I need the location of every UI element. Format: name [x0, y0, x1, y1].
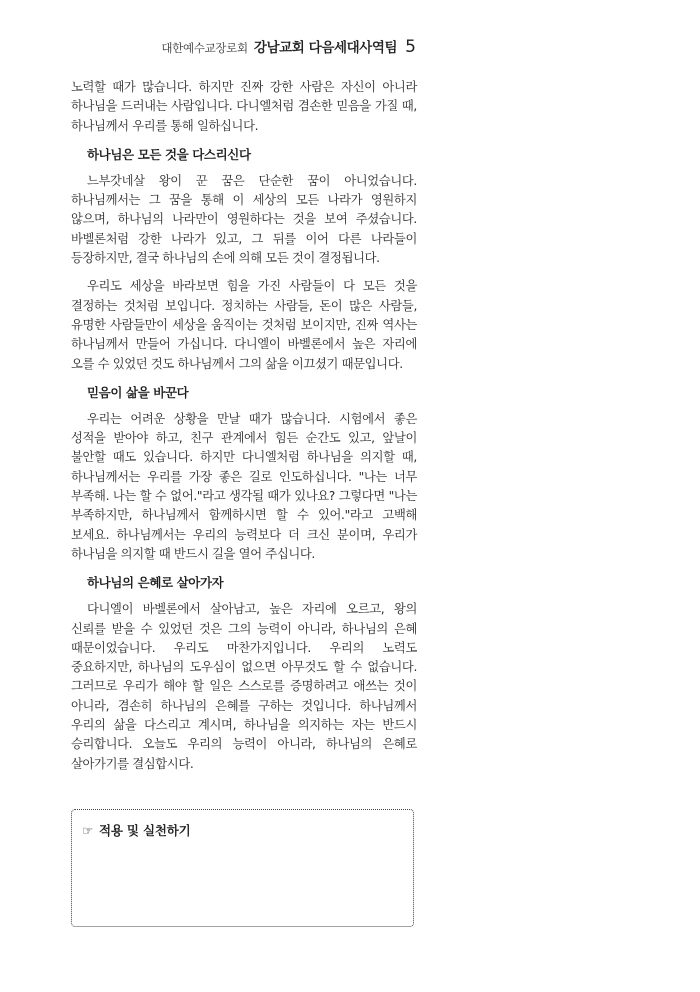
org-name: 대한예수교장로회 [161, 41, 248, 55]
running-header [161, 36, 416, 57]
section-heading: 하나님의 은혜로 살아가자 [87, 575, 224, 591]
intro-paragraph: 노력할 때가 많습니다. 하지만 진짜 강한 사람은 자신이 아니라 하나님을 드러내는 사람입니다. 다니엘처럼 겸손한 믿음을 가질 때, 하나님께서 우리를 통해 일하십니다. [71, 80, 417, 133]
section-heading: 하나님은 모든 것을 다스리신다 [87, 146, 251, 162]
body-paragraph: 우리는 어려운 상황을 만날 때가 많습니다. 시험에서 좋은 성적을 받아야 하고, 친구 관계에서 힘든 순간도 있고, 앞날이 불안할 때도 있습니다. 하지만 다니엘처럼 하나님을 의지할 때, 하나님께서는 우리를 가장 좋은 길로 인도하십니다. "나는 너무 부족해. 나는 할 수 없어."라고 생각될 때가 있나요? 그렇다면 "나는 부족하지만, 하나님께서 함께하시면 할 수 있어."라고 고백해 보세요. 하나님께서는 우리의 능력보다 더 크신 분이며, 우리가 하나님을 의지할 때 반드시 길을 열어 주십니다. [71, 411, 417, 561]
practice-title [82, 821, 190, 839]
body-paragraph: 우리도 세상을 바라보면 힘을 가진 사람들이 다 모든 것을 결정하는 것처럼 보입니다. 정치하는 사람들, 돈이 많은 사람들, 유명한 사람들만이 세상을 움직이는 것처럼 보이지만, 진짜 역사는 하나님께서 만들어 가십니다. 다니엘이 바벨론에서 높은 자리에 오를 수 있었던 것도 하나님께서 그의 삶을 이끄셨기 때문입니다. [71, 279, 417, 371]
practice-box [71, 809, 414, 927]
page-number: 5 [405, 37, 416, 57]
body-paragraph: 느부갓네살 왕이 꾼 꿈은 단순한 꿈이 아니었습니다. 하나님께서는 그 꿈을 통해 이 세상의 모든 나라가 영원하지 않으며, 하나님의 나라만이 영원하다는 것을 보여 주셨습니다. 바벨론처럼 강한 나라가 있고, 그 뒤를 이어 다른 나라들이 등장하지만, 결국 하나님의 손에 의해 모든 것이 결정됩니다. [71, 173, 417, 266]
page-body [71, 78, 417, 783]
church-team-name: 강남교회 다음세대사역팀 [253, 40, 398, 56]
body-paragraph: 다니엘이 바벨론에서 살아남고, 높은 자리에 오르고, 왕의 신뢰를 받을 수 있었던 것은 그의 능력이 아니라, 하나님의 은혜 때문이었습니다. 우리도 마찬가지입니다. 우리의 노력도 중요하지만, 하나님의 도우심이 없으면 아무것도 할 수 없습니다. 그러므로 우리가 해야 할 일은 스스로를 증명하려고 애쓰는 것이 아니라, 겸손히 하나님의 은혜를 구하는 것입니다. 하나님께서 우리의 삶을 다스리고 계시며, 하나님을 의지하는 자는 반드시 승리합니다. 오늘도 우리의 능력이 아니라, 하나님의 은혜로 살아가기를 결심합시다. [71, 602, 417, 771]
pointing-hand-icon: ☞ [82, 823, 94, 838]
practice-title-label: 적용 및 실천하기 [99, 823, 191, 838]
section-heading: 믿음이 삶을 바꾼다 [87, 384, 189, 400]
